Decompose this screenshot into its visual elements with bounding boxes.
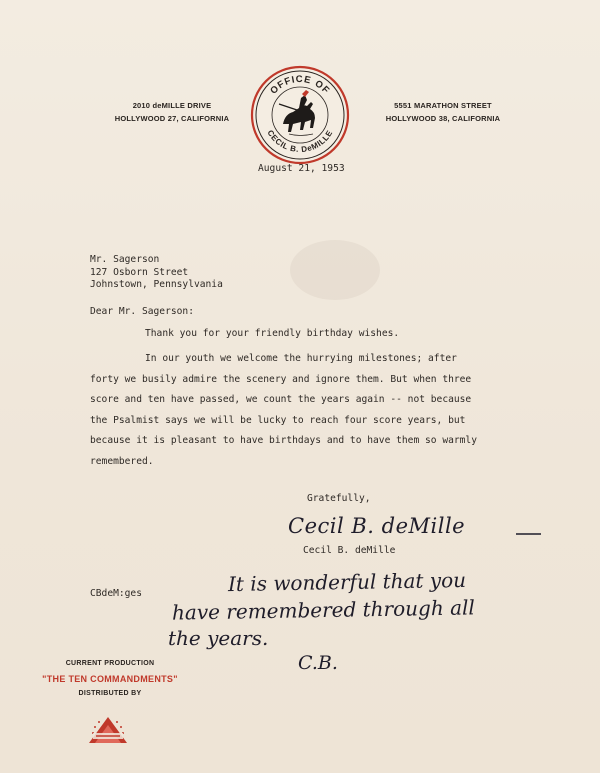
letterhead-left-line1: 2010 deMILLE DRIVE — [132, 101, 212, 110]
handwritten-postscript-initials: C.B. — [298, 652, 338, 674]
typist-initials: CBdeM:ges — [90, 588, 142, 599]
closing: Gratefully, — [307, 493, 371, 504]
body-line: forty we busily admire the scenery and ignore them. But when three — [90, 373, 472, 385]
signature-underline — [515, 530, 543, 538]
seal-bottom-text: CECIL B. DeMILLE — [265, 128, 335, 155]
letterhead-left-line2: HOLLYWOOD 27, CALIFORNIA — [114, 114, 230, 123]
footer-current-production: CURRENT PRODUCTION — [65, 660, 155, 667]
letterhead-left-address — [112, 99, 232, 125]
footer-production-title: "THE TEN COMMANDMENTS" — [42, 674, 178, 684]
handwritten-postscript-line1: It is wonderful that you — [227, 567, 467, 597]
recipient-street: 127 Osborn Street — [90, 266, 189, 278]
body-line: score and ten have passed, we count the years again -- not because — [90, 394, 472, 405]
body-line: the Psalmist says we will be lucky to reach four score years, but — [90, 414, 466, 426]
recipient-name: Mr. Sagerson — [90, 254, 160, 265]
footer-distributed-by: DISTRIBUTED BY — [78, 690, 142, 697]
office-seal-logo — [249, 64, 351, 166]
letter-date: August 21, 1953 — [258, 163, 345, 174]
body-line: remembered. — [90, 455, 154, 467]
letterhead-right-line2: HOLLYWOOD 38, CALIFORNIA — [385, 114, 501, 123]
body-line: because it is pleasant to have birthdays and to have them so warmly — [90, 435, 477, 446]
body-line: In our youth we welcome the hurrying milestones; after — [145, 353, 457, 364]
handwritten-signature: Cecil B. deMille — [288, 514, 466, 538]
salutation: Dear Mr. Sagerson: — [90, 306, 194, 317]
show-through-watermark — [290, 240, 380, 300]
letterhead-right-line1: 5551 MARATHON STREET — [394, 101, 492, 110]
letterhead-right-address — [383, 99, 503, 125]
body-paragraph-1: Thank you for your friendly birthday wishes. — [145, 328, 400, 339]
body-paragraph-2 — [0, 349, 477, 472]
seal-top-text: OFFICE OF — [268, 73, 332, 97]
handwritten-postscript-line3: the years. — [168, 626, 269, 650]
handwritten-postscript-line2: have remembered through all — [171, 595, 475, 625]
studio-mountain-logo — [87, 713, 129, 747]
typed-signature-name: Cecil B. deMille — [303, 545, 396, 556]
recipient-city: Johnstown, Pennsylvania — [90, 279, 223, 290]
recipient-address — [90, 254, 223, 292]
